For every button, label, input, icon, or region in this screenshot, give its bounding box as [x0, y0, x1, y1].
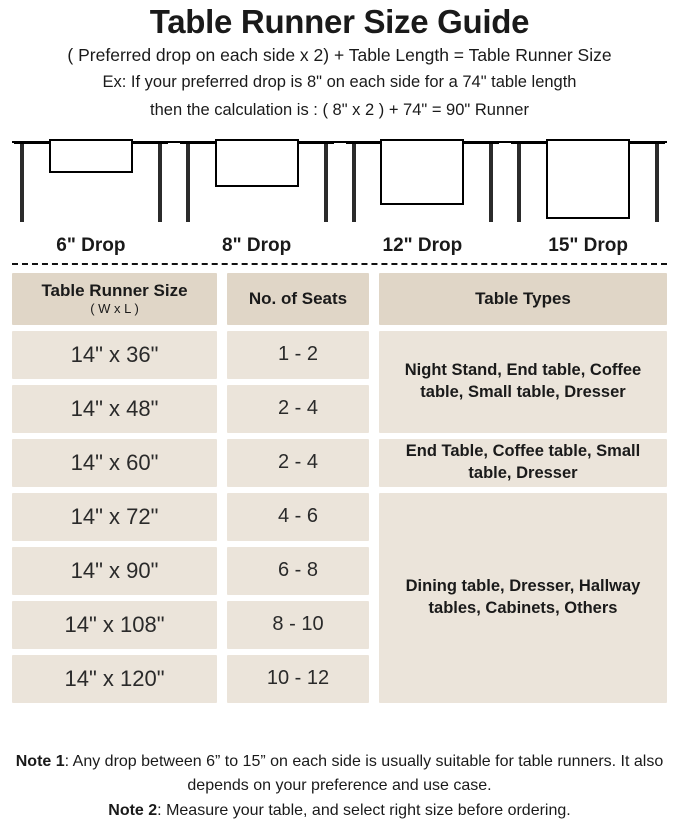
table-row: End Table, Coffee table, Small table, Dresser	[379, 439, 667, 487]
runner-cloth	[49, 139, 133, 173]
example-line-1: Ex: If your preferred drop is 8" on each side for a 74" table length	[102, 73, 577, 92]
table-row: 6 - 8	[227, 547, 369, 595]
column-runner-size	[12, 273, 217, 709]
diagram-8-drop	[174, 133, 340, 233]
note-2-text: : Measure your table, and select right size before ordering.	[157, 801, 571, 819]
runner-cloth	[215, 139, 299, 187]
runner-cloth	[546, 139, 630, 219]
table-leg-left	[20, 144, 24, 222]
note-2-label: Note 2	[108, 801, 158, 819]
table-leg-right	[489, 144, 493, 222]
drop-diagrams	[8, 133, 671, 261]
diagram-label-8: 8" Drop	[222, 234, 292, 256]
table-leg-right	[655, 144, 659, 222]
notes-section	[8, 748, 671, 824]
diagram-label-12: 12" Drop	[382, 234, 463, 256]
header-runner-size-label: Table Runner Size	[41, 280, 188, 300]
table-row: 2 - 4	[227, 439, 369, 487]
note-1-text: : Any drop between 6” to 15” on each side is usually suitable for table runners. It also depends on your preference and use case.	[64, 753, 664, 794]
table-row: Dining table, Dresser, Hallway tables, Cabinets, Others	[379, 493, 667, 703]
infographic-page	[0, 4, 679, 826]
example-line-2: then the calculation is : ( 8" x 2 ) + 74" = 90" Runner	[150, 100, 529, 119]
formula-text: ( Preferred drop on each side x 2) + Table Length = Table Runner Size	[67, 45, 612, 66]
column-table-types	[379, 273, 667, 709]
diagram-label-15: 15" Drop	[548, 234, 628, 256]
table-row: 14" x 120"	[12, 655, 217, 703]
table-leg-left	[517, 144, 521, 222]
table-row: 14" x 90"	[12, 547, 217, 595]
header-runner-size	[12, 273, 217, 325]
table-leg-left	[186, 144, 190, 222]
table-row: 8 - 10	[227, 601, 369, 649]
diagram-labels	[8, 235, 671, 257]
table-row: 2 - 4	[227, 385, 369, 433]
header-table-types	[379, 273, 667, 325]
table-row: 14" x 48"	[12, 385, 217, 433]
diagram-label-6: 6" Drop	[56, 234, 126, 256]
header-runner-size-sub: ( W x L )	[90, 301, 139, 317]
diagram-6-drop	[8, 133, 174, 233]
table-row: 1 - 2	[227, 331, 369, 379]
table-leg-left	[352, 144, 356, 222]
table-row: 10 - 12	[227, 655, 369, 703]
runner-cloth	[380, 139, 464, 205]
table-row: 4 - 6	[227, 493, 369, 541]
table-leg-right	[158, 144, 162, 222]
note-1-label: Note 1	[15, 753, 65, 771]
diagram-row	[8, 133, 671, 233]
header-table-types-label: Table Types	[475, 289, 571, 309]
table-row: Night Stand, End table, Coffee table, Small table, Dresser	[379, 331, 667, 433]
table-row: 14" x 36"	[12, 331, 217, 379]
page-title: Table Runner Size Guide	[149, 3, 530, 40]
note-1	[8, 750, 671, 796]
table-row: 14" x 108"	[12, 601, 217, 649]
diagram-12-drop	[340, 133, 506, 233]
column-seats	[227, 273, 369, 709]
diagram-15-drop	[505, 133, 671, 233]
header-seats	[227, 273, 369, 325]
table-row: 14" x 60"	[12, 439, 217, 487]
note-2	[8, 799, 671, 822]
header-seats-label: No. of Seats	[248, 289, 348, 309]
table-leg-right	[324, 144, 328, 222]
dashed-divider	[12, 263, 667, 265]
size-table	[8, 273, 671, 709]
table-row: 14" x 72"	[12, 493, 217, 541]
